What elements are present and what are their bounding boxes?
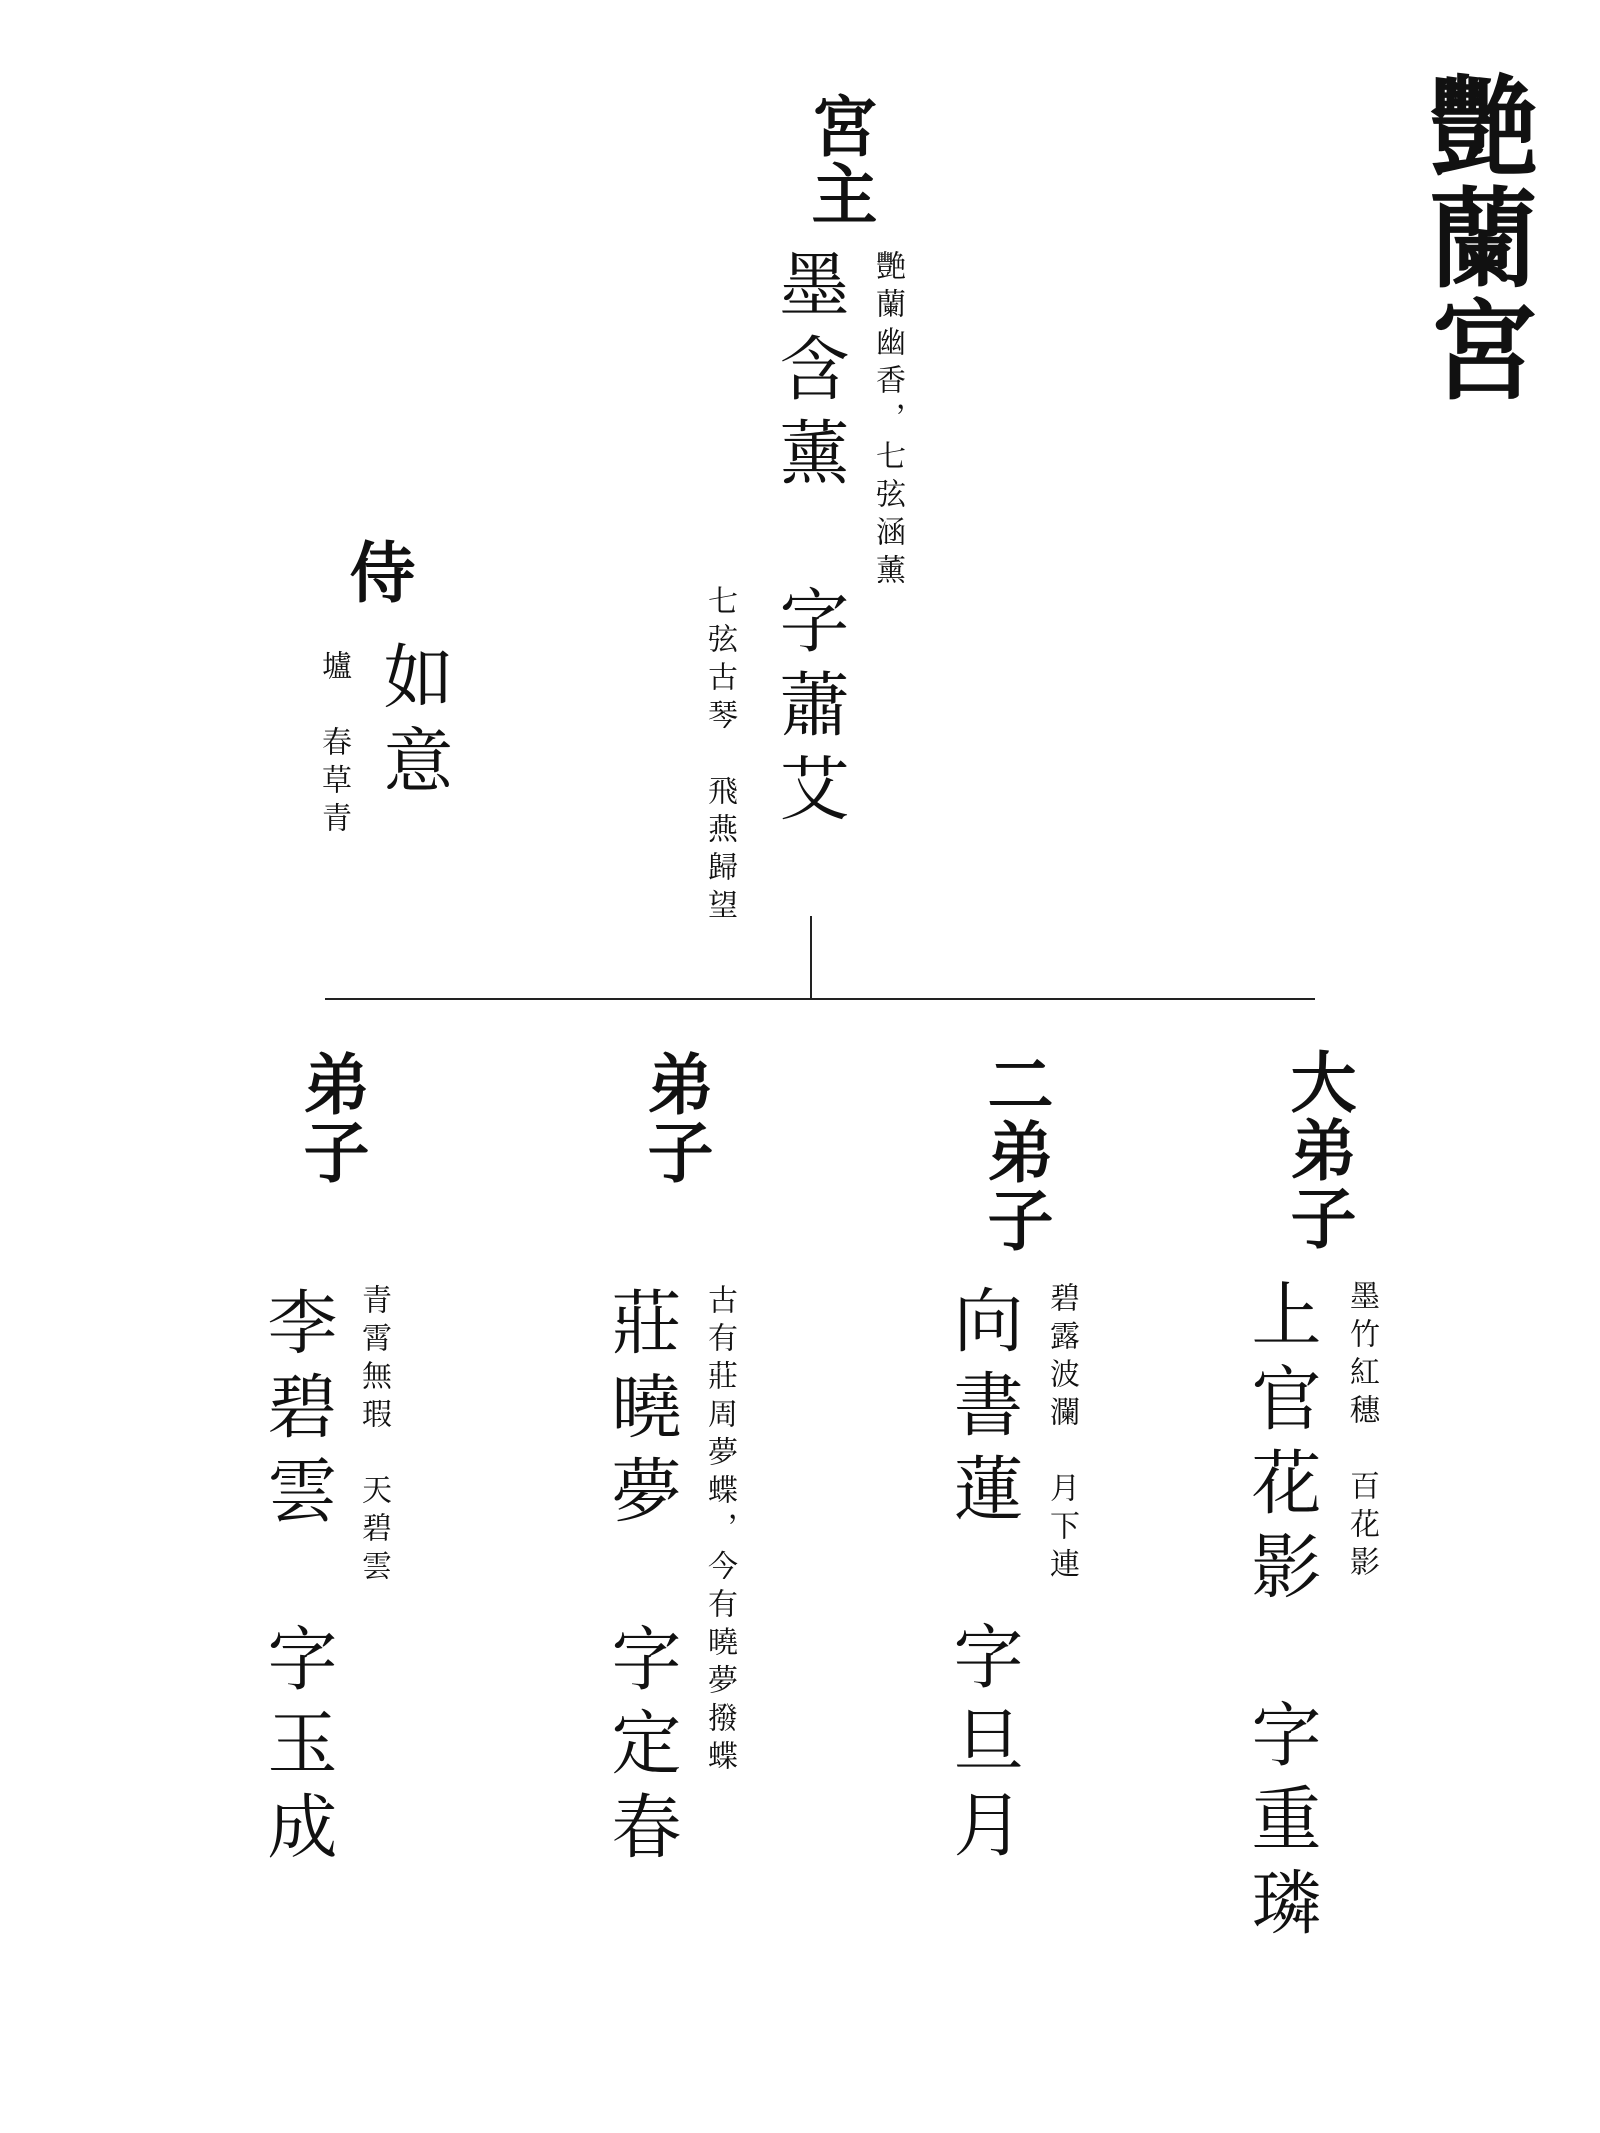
master-name: 墨含薰 字蕭艾 bbox=[768, 248, 850, 836]
attendant-name: 如意 bbox=[372, 640, 454, 808]
disciple-note-4: 青霄無瑕 天碧雲 bbox=[356, 1284, 391, 1588]
disciple-name-4: 李碧雲 字玉成 bbox=[256, 1286, 338, 1874]
disciple-role-3: 弟子 bbox=[636, 1050, 714, 1186]
disciple-note-2: 碧露波瀾 月下連 bbox=[1044, 1282, 1079, 1586]
disciple-name-1: 上官花影 字重璘 bbox=[1240, 1278, 1322, 1950]
disciple-note-1: 墨竹紅穗 百花影 bbox=[1344, 1280, 1379, 1584]
disciple-name-3: 莊曉夢 字定春 bbox=[600, 1286, 682, 1874]
disciple-role-2: 二弟子 bbox=[976, 1050, 1054, 1254]
attendant-role: 侍 bbox=[338, 538, 416, 606]
attendant-note: 壚 春草青 bbox=[316, 650, 351, 840]
disciple-note-3: 古有莊周夢蝶，今有曉夢撥蝶 bbox=[702, 1284, 737, 1778]
master-note-left: 七弦古琴 飛燕歸望 bbox=[702, 585, 737, 927]
master-note-right: 艷蘭幽香，七弦涵薰 bbox=[870, 250, 905, 592]
disciple-role-4: 弟子 bbox=[292, 1050, 370, 1186]
connector-horizontal bbox=[325, 998, 1315, 1000]
master-role: 宮主 bbox=[800, 92, 878, 228]
page-title: 艷蘭宮 bbox=[1411, 70, 1537, 406]
disciple-role-1: 大弟子 bbox=[1279, 1048, 1357, 1252]
connector-vertical bbox=[810, 916, 812, 1000]
disciple-name-2: 向書蓮 字旦月 bbox=[942, 1284, 1024, 1872]
